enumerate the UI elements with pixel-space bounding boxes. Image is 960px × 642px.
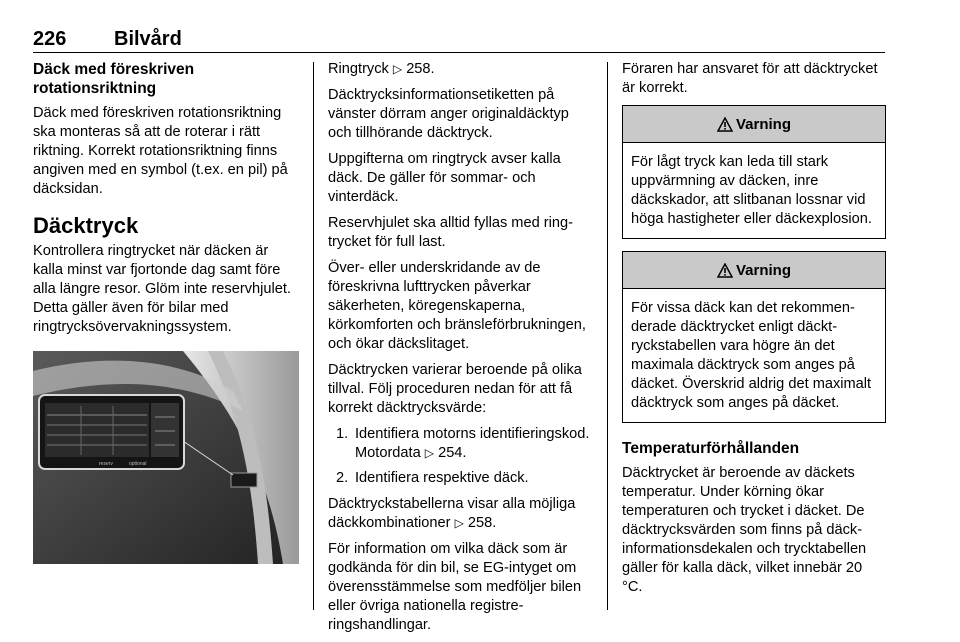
page-ref-link[interactable]: 258. [406, 61, 435, 77]
page-ref-link[interactable]: 254. [438, 445, 467, 461]
page-header [33, 28, 885, 50]
paragraph-tire-pressure: Kontrollera ringtrycket när däcken är kalla minst var fjortonde dag samt före alla längre resor. Glöm inte reservhjulet. Detta gäller även för bilar med ringtrycksövervakningssystem. [33, 243, 291, 335]
header-rule [33, 52, 885, 53]
warning-title: Varning [735, 261, 791, 279]
warning-header [623, 252, 885, 289]
warning-triangle-icon [717, 117, 733, 132]
procedure-list [328, 425, 592, 488]
paragraph-label-info: Däcktrycksinformationsetiketten på vänster dörram anger originaldäcktyp och tillhörande däcktryck. [328, 87, 569, 141]
figure-label-left: reserv [99, 461, 113, 467]
paragraph-approved-tires: För information om vilka däck som är godkända för din bil, se EG-intyget om överensstämmelse som medföljer bilen eller övriga nationella registreringshandlingar. [328, 541, 582, 633]
warning-triangle-icon [717, 263, 733, 278]
paragraph-rotation: Däck med föreskriven rotationsriktning ska monteras så att de roterar i rätt riktning. Korrekt rotationsriktning finns angiven med en symbol (t.ex. en pil) på däcksidan. [33, 105, 288, 197]
warning-title: Varning [735, 115, 791, 133]
paragraph-over-under: Över- eller underskridande av de föreskrivna lufttrycken påverkar säkerheten, köregenskaperna, körkomforten och bränsleförbrukningen, och ökar däckslitaget. [328, 260, 586, 352]
paragraph-cold-tires: Uppgifterna om ringtryck avser kalla däck. De gäller för sommar- och vinterdäck. [328, 151, 561, 205]
heading-temperature: Temperaturförhållanden [622, 440, 800, 457]
column-right [622, 60, 886, 604]
door-frame-label-illustration [33, 351, 299, 564]
door-frame-illustration [33, 351, 299, 564]
figure-label-right: optional [129, 461, 147, 467]
page-ref-icon: ▷ [424, 446, 435, 460]
warning-box [622, 251, 886, 423]
warning-header [623, 106, 885, 143]
column-middle [328, 60, 592, 642]
paragraph-tables: Däcktryckstabellerna visar alla möjliga däckkombinationer ▷ 258. [328, 496, 576, 531]
warning-body: För vissa däck kan det rekommenderade däcktrycket enligt däcktryckstabellen vara högre än det maximala däcktryck som anges på däcket. Överskrid aldrig det maximalt däcktryck som anges på däcket. [631, 300, 872, 411]
page-title: Bilvård [114, 28, 182, 50]
heading-tire-pressure: Däcktryck [33, 213, 139, 238]
page-ref-icon: ▷ [392, 62, 403, 76]
column-divider [607, 62, 608, 610]
paragraph-procedure: Däcktrycken varierar beroende på olika tillval. Följ proceduren nedan för att få korrekt däcktrycksvärde: [328, 362, 582, 416]
page-ref-icon: ▷ [454, 516, 464, 530]
list-item: 2. Identifiera respektive däck. [336, 470, 529, 486]
paragraph-ring-pressure-ref [328, 60, 592, 79]
paragraph-driver-responsibility: Föraren har ansvaret för att däcktrycket är korrekt. [622, 61, 878, 96]
warning-box [622, 105, 886, 239]
heading-rotation: Däck med föreskriven rotationsriktning [33, 61, 195, 97]
paragraph-temperature: Däcktrycket är beroende av däckets temperatur. Under körning ökar temperaturen och trycket i däcket. De däcktrycksvärden som finns på däckinformationsdekalen och trycktabellen gäller för kalla däck, vilket innebär 20 °C. [622, 465, 867, 595]
paragraph-spare-wheel: Reservhjulet ska alltid fyllas med ringtrycket för full last. [328, 215, 573, 250]
column-divider [313, 62, 314, 610]
ref-text: Ringtryck [328, 61, 389, 77]
list-item: 1. Identifiera motorns identifieringskod. Motordata ▷ 254. [336, 426, 590, 461]
column-left [33, 60, 299, 564]
page-number: 226 [33, 28, 67, 50]
page-ref-link[interactable]: 258. [467, 515, 497, 531]
warning-body: För lågt tryck kan leda till stark uppvärmning av däcken, inre däckskador, att slitbanan lossnar vid höga hastigheter eller däckexplosion. [631, 154, 872, 227]
